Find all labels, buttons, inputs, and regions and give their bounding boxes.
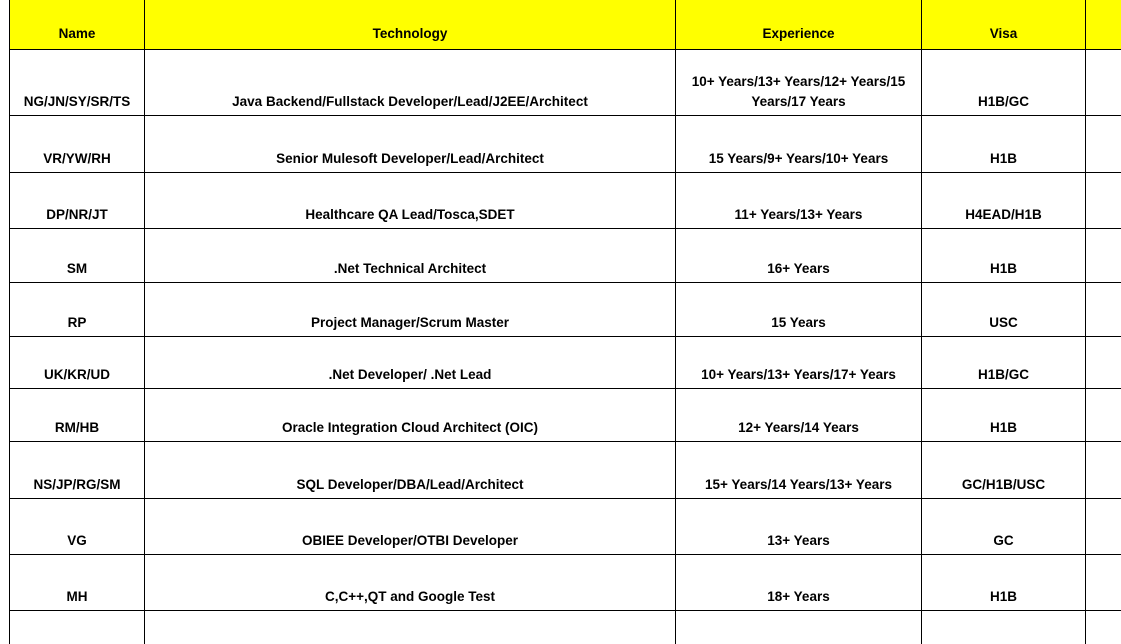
table-row [10,389,1121,442]
cell-technology[interactable]: Healthcare QA Lead/Tosca,SDET [145,173,676,229]
cell-visa[interactable]: H1B [922,389,1086,442]
cell-empty[interactable] [922,611,1086,644]
table-row [10,442,1121,499]
header-row [10,0,1121,50]
cell-empty[interactable] [1086,283,1121,337]
cell-name[interactable]: MH [10,555,145,611]
cell-experience[interactable] [676,50,922,116]
cell-name[interactable]: RP [10,283,145,337]
cell-empty[interactable] [1086,442,1121,499]
table-row [10,116,1121,173]
table-row [10,555,1121,611]
cell-technology[interactable]: .Net Developer/ .Net Lead [145,337,676,389]
cell-technology[interactable]: Oracle Integration Cloud Architect (OIC) [145,389,676,442]
cell-experience[interactable]: 11+ Years/13+ Years [676,173,922,229]
cell-experience[interactable]: 13+ Years [676,499,922,555]
cell-empty[interactable] [1086,229,1121,283]
cell-empty[interactable] [676,611,922,644]
cell-empty[interactable] [1086,173,1121,229]
cell-technology[interactable]: Java Backend/Fullstack Developer/Lead/J2EE/Architect [145,50,676,116]
table-row [10,50,1121,116]
cell-visa[interactable]: H1B [922,116,1086,173]
cell-visa[interactable]: H1B [922,229,1086,283]
table-row [10,499,1121,555]
header-visa[interactable]: Visa [922,0,1086,50]
table-row [10,229,1121,283]
cell-empty[interactable] [1086,555,1121,611]
cell-experience[interactable]: 15 Years [676,283,922,337]
table-row [10,173,1121,229]
cell-name[interactable]: UK/KR/UD [10,337,145,389]
cell-empty[interactable] [10,611,145,644]
candidate-table [9,0,1121,644]
cell-technology[interactable]: C,C++,QT and Google Test [145,555,676,611]
cell-name[interactable]: VR/YW/RH [10,116,145,173]
cell-technology[interactable]: Senior Mulesoft Developer/Lead/Architect [145,116,676,173]
cell-experience[interactable]: 15 Years/9+ Years/10+ Years [676,116,922,173]
cell-technology[interactable]: Project Manager/Scrum Master [145,283,676,337]
header-name[interactable]: Name [10,0,145,50]
cell-empty[interactable] [1086,611,1121,644]
cell-empty[interactable] [145,611,676,644]
cell-experience[interactable]: 16+ Years [676,229,922,283]
cell-visa[interactable]: H1B/GC [922,337,1086,389]
cell-experience[interactable]: 10+ Years/13+ Years/17+ Years [676,337,922,389]
cell-technology[interactable]: SQL Developer/DBA/Lead/Architect [145,442,676,499]
cell-empty[interactable] [1086,116,1121,173]
cell-name[interactable]: VG [10,499,145,555]
cell-empty[interactable] [1086,389,1121,442]
cell-visa[interactable]: H1B [922,555,1086,611]
cell-empty[interactable] [1086,50,1121,116]
cell-name[interactable]: NS/JP/RG/SM [10,442,145,499]
header-experience[interactable]: Experience [676,0,922,50]
cell-name[interactable]: DP/NR/JT [10,173,145,229]
cell-technology[interactable]: .Net Technical Architect [145,229,676,283]
cell-technology[interactable]: OBIEE Developer/OTBI Developer [145,499,676,555]
cell-experience-text: 10+ Years/13+ Years/12+ Years/15 Years/17 Years [691,74,906,109]
cell-experience[interactable]: 18+ Years [676,555,922,611]
table-row [10,283,1121,337]
empty-table-row [10,611,1121,644]
cell-experience[interactable]: 15+ Years/14 Years/13+ Years [676,442,922,499]
cell-experience[interactable]: 12+ Years/14 Years [676,389,922,442]
cell-visa[interactable]: H1B/GC [922,50,1086,116]
cell-empty[interactable] [1086,337,1121,389]
cell-name[interactable]: SM [10,229,145,283]
cell-name[interactable]: RM/HB [10,389,145,442]
cell-visa[interactable]: GC [922,499,1086,555]
header-technology[interactable]: Technology [145,0,676,50]
header-empty-cell[interactable] [1086,0,1121,50]
cell-visa[interactable]: GC/H1B/USC [922,442,1086,499]
cell-visa[interactable]: H4EAD/H1B [922,173,1086,229]
cell-name[interactable]: NG/JN/SY/SR/TS [10,50,145,116]
table-row [10,337,1121,389]
cell-empty[interactable] [1086,499,1121,555]
cell-visa[interactable]: USC [922,283,1086,337]
